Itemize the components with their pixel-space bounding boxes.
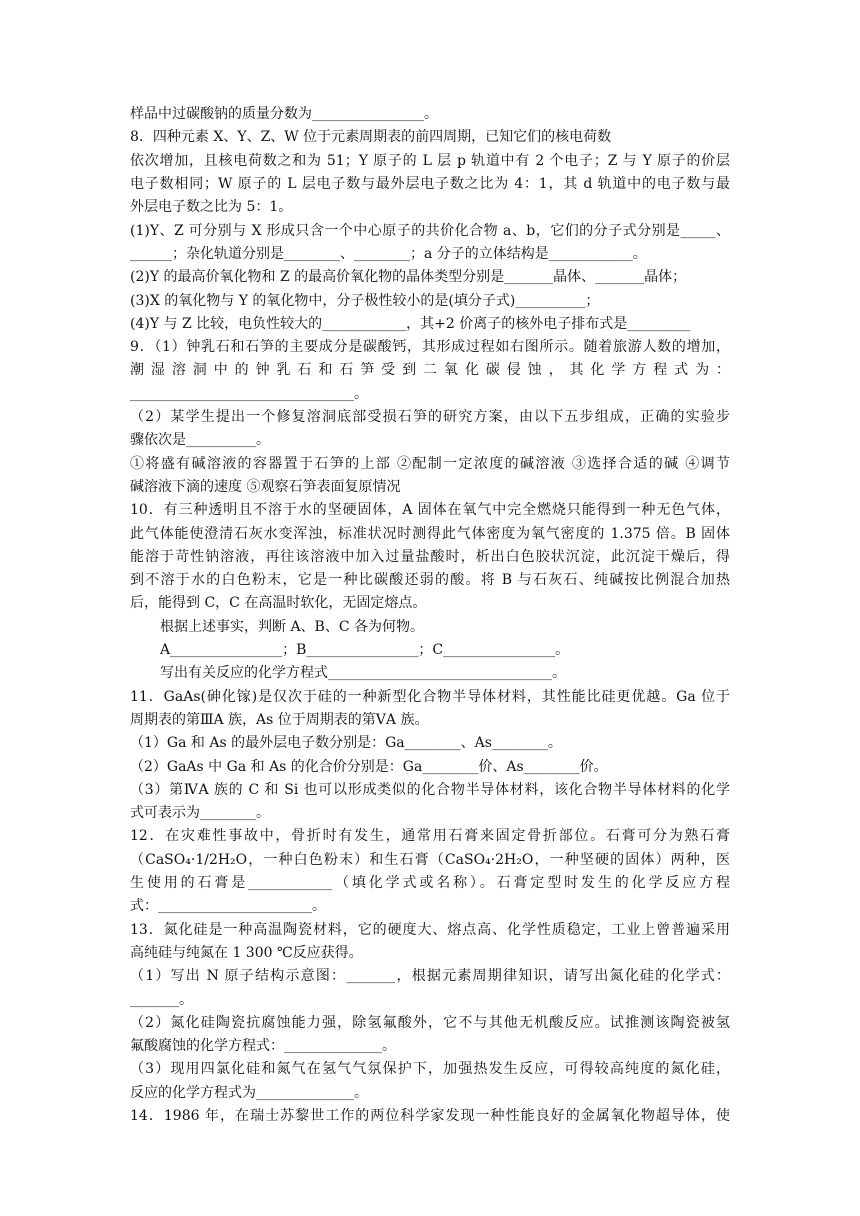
text-line: 周期表的第ⅢA 族，As 位于周期表的第ⅤA 族。 — [130, 712, 429, 728]
text-line: 反应的化学方程式为______________。 — [130, 1085, 368, 1101]
text-line: 式可表示为________。 — [130, 805, 270, 821]
text-line: A________________；B________________；C________________。 — [160, 642, 570, 658]
text-line: （2）某学生提出一个修复溶洞底部受损石笋的研究方案，由以下五步组成，正确的实验步 — [130, 409, 730, 425]
text-line: ________________________________。 — [130, 386, 368, 402]
text-line: _______。 — [130, 992, 193, 1008]
text-line: （CaSO₄·1/2H₂O，一种白色粉末）和生石膏（CaSO₄·2H₂O，一种坚硬的固体）两种，医 — [130, 852, 730, 868]
text-line: 依次增加，且核电荷数之和为 51；Y 原子的 L 层 p 轨道中有 2 个电子；Z 与 Y 原子的价层 — [130, 153, 730, 169]
text-line: 式：______________________。 — [130, 898, 326, 914]
text-line: (1)Y、Z 可分别与 X 形成只含一个中心原子的共价化合物 a、b，它们的分子式分别是_____、 — [130, 223, 730, 239]
text-line: 后，能得到 C，C 在高温时软化，无固定熔点。 — [130, 595, 427, 611]
text-line: 骤依次是__________。 — [130, 432, 270, 448]
text-line: (4)Y 与 Z 比较，电负性较大的____________，其+2 价离子的核外电子排布式是_________ — [130, 316, 691, 332]
text-line: 生使用的石膏是____________（填化学式或名称）。石膏定型时发生的化学反应方程 — [130, 875, 730, 891]
text-line: 能溶于苛性钠溶液，再往该溶液中加入过量盐酸时，析出白色胶状沉淀，此沉淀干燥后，得 — [130, 549, 730, 565]
text-line: 潮湿溶洞中的钟乳石和石笋受到二氧化碳侵蚀，其化学方程式为： — [130, 362, 730, 378]
text-line: 根据上述事实，判断 A、B、C 各为何物。 — [160, 619, 425, 635]
text-line: 氟酸腐蚀的化学方程式：______________。 — [130, 1038, 396, 1054]
text-line: （3）第ⅣA 族的 C 和 Si 也可以形成类似的化合物半导体材料，该化合物半导体材料的化学 — [130, 782, 730, 798]
question-13-stem: 13．氮化硅是一种高温陶瓷材料，它的硬度大、熔点高、化学性质稳定，工业上曾普遍采用 — [130, 922, 730, 938]
question-10-stem: 10．有三种透明且不溶于水的坚硬固体，A 固体在氧气中完全燃烧只能得到一种无色气体， — [130, 502, 730, 518]
text-line: （2）氮化硅陶瓷抗腐蚀能力强，除氢氟酸外，它不与其他无机酸反应。试推测该陶瓷被氢 — [130, 1015, 730, 1031]
text-line: 写出有关反应的化学方程式________________________________。 — [160, 665, 566, 681]
text-line: 到不溶于水的白色粉末，它是一种比碳酸还弱的酸。将 B 与石灰石、纯碱按比例混合加热 — [130, 572, 730, 588]
question-14-stem: 14．1986 年，在瑞士苏黎世工作的两位科学家发现一种性能良好的金属氧化物超导体，使 — [130, 1108, 730, 1124]
question-9-stem: 9．（1）钟乳石和石笋的主要成分是碳酸钙，其形成过程如右图所示。随着旅游人数的增加， — [130, 339, 730, 355]
text-line: 此气体能使澄清石灰水变浑浊，标准状况时测得此气体密度为氧气密度的 1.375 倍。B 固体 — [130, 526, 730, 542]
text-line: ______；杂化轨道分别是________、________；a 分子的立体结构是____________。 — [130, 246, 647, 262]
text-line: 外层电子数之比为 5：1。 — [130, 199, 293, 215]
question-11-stem: 11．GaAs(砷化镓)是仅次于硅的一种新型化合物半导体材料，其性能比硅更优越。Ga 位于 — [130, 689, 730, 705]
text-line: (2)Y 的最高价氧化物和 Z 的最高价氧化物的晶体类型分别是_______晶体、_______晶体； — [130, 269, 687, 285]
text-line: （3）现用四氯化硅和氮气在氢气气氛保护下，加强热发生反应，可得较高纯度的氮化硅， — [130, 1061, 730, 1077]
text-line: 高纯硅与纯氮在 1 300 ℃反应获得。 — [130, 945, 363, 961]
text-line: （2）GaAs 中 Ga 和 As 的化合价分别是：Ga________价、As________价。 — [130, 759, 608, 775]
text-line: 样品中过碳酸钠的质量分数为________________。 — [130, 106, 438, 122]
text-line: 碱溶液下滴的速度 ⑤观察石笋表面复原情况 — [130, 479, 401, 495]
text-line: （1）Ga 和 As 的最外层电子数分别是：Ga________、As________。 — [130, 735, 562, 751]
question-12-stem: 12．在灾难性事故中，骨折时有发生，通常用石膏来固定骨折部位。石膏可分为熟石膏 — [130, 828, 730, 844]
question-8-stem: 8．四种元素 X、Y、Z、W 位于元素周期表的前四周期，已知它们的核电荷数 — [130, 129, 612, 145]
text-line: (3)X 的氧化物与 Y 的氧化物中，分子极性较小的是(填分子式)__________； — [130, 293, 600, 309]
text-line: 电子数相同；W 原子的 L 层电子数与最外层电子数之比为 4：1，其 d 轨道中的电子数与最 — [130, 176, 730, 192]
text-line: （1）写出 N 原子结构示意图：_______，根据元素周期律知识，请写出氮化硅的化学式： — [130, 968, 730, 984]
text-line: ①将盛有碱溶液的容器置于石笋的上部 ②配制一定浓度的碱溶液 ③选择合适的碱 ④调节 — [130, 456, 730, 472]
